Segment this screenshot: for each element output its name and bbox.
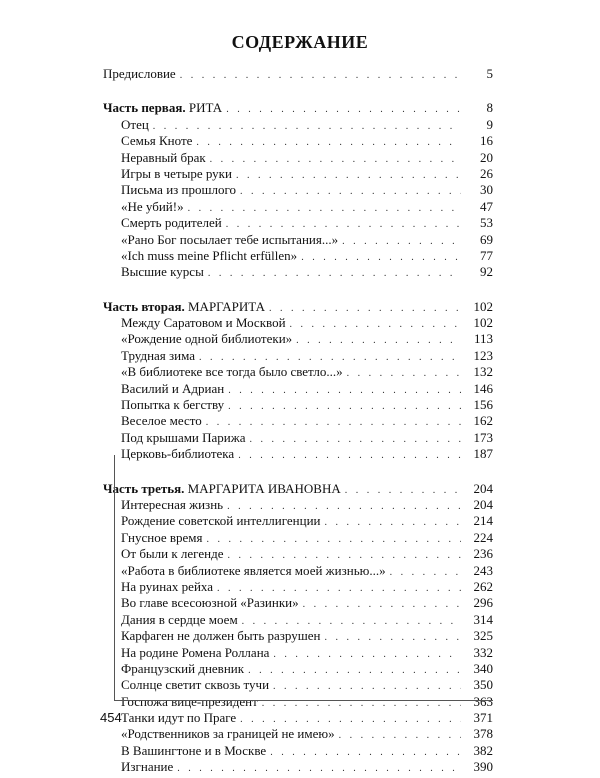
dot-leader [238,448,461,464]
toc-page-number: 340 [473,660,493,676]
toc-part-heading [103,481,493,497]
dot-leader [177,761,461,777]
toc-preface [103,66,493,82]
dot-leader [324,630,461,646]
toc-page-number: 262 [473,578,493,594]
toc-entry-label: Во главе всесоюзной «Разинки» [121,595,299,611]
dot-leader [188,201,461,217]
toc-page-number: 53 [480,215,493,231]
toc-entry-label: Неравный брак [121,149,206,165]
toc-page-number: 204 [473,480,493,496]
dot-leader [228,383,461,399]
toc-entry-label: Трудная зима [121,347,196,363]
toc-entry-label: Игры в четыре руки [121,165,232,181]
toc-page-number: 30 [480,182,493,198]
table-of-contents [103,66,493,776]
dot-leader [345,483,461,499]
toc-page-number: 382 [473,742,493,758]
dot-leader [240,184,461,200]
toc-page-number: 378 [473,726,493,742]
toc-entry-label: Церковь-библиотека [121,446,235,462]
toc-entry-label: Карфаген не должен быть разрушен [121,628,321,644]
toc-chapter [103,530,493,546]
section-gap [103,463,493,481]
toc-page-number: 325 [473,628,493,644]
toc-entry-label: «Ich muss meine Pflicht erfüllen» [121,247,298,263]
toc-chapter [103,612,493,628]
toc-page-number: 8 [486,100,493,116]
dot-leader [325,515,461,531]
dot-leader [250,432,461,448]
toc-chapter [103,726,493,742]
toc-entry-label: Французский дневник [121,660,245,676]
toc-chapter [103,694,493,710]
toc-chapter [103,150,493,166]
toc-part-number: Часть вторая. [103,298,185,314]
dot-leader [290,317,461,333]
toc-part-number: Часть третья. [103,480,185,496]
toc-entry-label: Между Саратовом и Москвой [121,315,286,331]
toc-chapter [103,166,493,182]
toc-page-number: 187 [473,446,493,462]
toc-page-number: 47 [480,198,493,214]
toc-entry-label: Отец [121,116,149,132]
toc-entry-label: «Работа в библиотеке является моей жизнью...» [121,562,386,578]
toc-entry-label: В Вашингтоне и в Москве [121,742,267,758]
toc-entry-label: На руинах рейха [121,578,213,594]
toc-entry-label: Танки идут по Праге [121,710,237,726]
dot-leader [262,696,461,712]
toc-part-label [103,100,222,116]
toc-page-number: 9 [486,116,493,132]
toc-entry-label: На родине Ромена Роллана [121,644,270,660]
toc-chapter [103,215,493,231]
toc-part-name: МАРГАРИТА ИВАНОВНА [187,480,341,496]
toc-chapter [103,248,493,264]
toc-chapter [103,497,493,513]
dot-leader [207,532,462,548]
toc-part-number: Часть первая. [103,100,186,116]
toc-page-number: 77 [480,247,493,263]
toc-page-number: 162 [473,413,493,429]
toc-entry-label: «В библиотеке все тогда было светло...» [121,364,343,380]
toc-entry-label: «Рождение одной библиотеки» [121,331,293,347]
toc-chapter [103,315,493,331]
dot-leader [390,565,461,581]
dot-leader [339,728,461,744]
toc-chapter [103,381,493,397]
toc-entry-label: Письма из прошлого [121,182,237,198]
toc-entry-label: Солнце светит сквозь тучи [121,677,270,693]
toc-parts [103,82,493,775]
dot-leader [342,234,461,250]
toc-page-number: 146 [473,380,493,396]
toc-page-number: 132 [473,364,493,380]
toc-page-number: 16 [480,133,493,149]
page-title: СОДЕРЖАНИЕ [231,32,369,52]
toc-chapter [103,264,493,280]
toc-chapter [103,397,493,413]
toc-page-number: 92 [480,264,493,280]
toc-chapter [103,513,493,529]
toc-page-number: 173 [473,429,493,445]
dot-leader [273,647,461,663]
toc-page-number: 371 [473,710,493,726]
dot-leader [269,301,461,317]
toc-chapter [103,182,493,198]
dot-leader [196,135,461,151]
toc-entry-label: «Родственников за границей не имею» [121,726,335,742]
toc-page-number: 204 [473,496,493,512]
horizontal-rule [114,700,493,701]
toc-part-label [103,481,341,497]
toc-chapter [103,430,493,446]
dot-leader [180,68,461,84]
toc-chapter [103,759,493,775]
toc-page-number: 224 [473,529,493,545]
toc-page-number: 102 [473,298,493,314]
section-gap [103,82,493,100]
toc-chapter [103,364,493,380]
toc-page-number: 296 [473,595,493,611]
toc-page-number: 123 [473,347,493,363]
toc-page-number: 102 [473,315,493,331]
toc-chapter [103,743,493,759]
toc-entry-label: Интересная жизнь [121,496,224,512]
toc-chapter [103,595,493,611]
dot-leader [153,119,461,135]
toc-entry-label: Госпожа вице-президент [121,693,258,709]
toc-chapter [103,232,493,248]
toc-part-heading [103,100,493,116]
toc-page-number: 214 [473,513,493,529]
dot-leader [270,745,461,761]
toc-page-number: 390 [473,759,493,775]
toc-entry-label: Василий и Адриан [121,380,225,396]
toc-page-number: 236 [473,546,493,562]
toc-chapter [103,117,493,133]
toc-page-number: 332 [473,644,493,660]
toc-page-number: 350 [473,677,493,693]
dot-leader [296,333,461,349]
dot-leader [236,168,461,184]
toc-page-number: 363 [473,693,493,709]
toc-entry-label: Рождение советской интеллигенции [121,513,321,529]
toc-part-label [103,299,265,315]
toc-chapter [103,710,493,726]
dot-leader [226,102,461,118]
toc-chapter [103,413,493,429]
toc-chapter [103,348,493,364]
toc-entry-label: От были к легенде [121,546,224,562]
toc-entry-label: Предисловие [103,66,176,81]
toc-chapter [103,563,493,579]
toc-chapter [103,628,493,644]
toc-page-number: 5 [486,66,493,81]
toc-chapter [103,677,493,693]
toc-page-number: 156 [473,397,493,413]
dot-leader [228,399,461,415]
toc-chapter [103,546,493,562]
dot-leader [248,663,461,679]
dot-leader [301,250,461,266]
dot-leader [273,679,461,695]
toc-chapter [103,331,493,347]
toc-page-number: 69 [480,231,493,247]
toc-page-number: 26 [480,165,493,181]
toc-chapter [103,645,493,661]
vertical-rule [114,455,115,700]
toc-entry-label: Смерть родителей [121,215,222,231]
toc-part-name: РИТА [188,100,223,116]
page-number: 454 [100,710,122,725]
toc-entry-label: Под крышами Парижа [121,429,246,445]
toc-chapter [103,199,493,215]
dot-leader [208,266,461,282]
toc-chapter [103,661,493,677]
toc-entry-label: Гнусное время [121,529,203,545]
toc-entry-label: Веселое место [121,413,202,429]
toc-entry-label: «Рано Бог посылает тебе испытания...» [121,231,339,247]
toc-entry-label: Высшие курсы [121,264,204,280]
toc-page-number: 243 [473,562,493,578]
toc-part-heading [103,299,493,315]
toc-page-number: 314 [473,611,493,627]
toc-page-number: 20 [480,149,493,165]
toc-entry-label: Попытка к бегству [121,397,225,413]
toc-entry-label: Изгнание [121,759,174,775]
section-gap [103,281,493,299]
dot-leader [210,152,461,168]
dot-leader [303,597,461,613]
toc-chapter [103,579,493,595]
toc-entry-label: Дания в сердце моем [121,611,238,627]
toc-chapter [103,133,493,149]
toc-page-number: 113 [473,331,493,347]
toc-part-name: МАРГАРИТА [188,298,265,314]
toc-chapter [103,446,493,462]
toc-entry-label: Семья Кноте [121,133,193,149]
toc-entry-label: «Не убий!» [121,198,184,214]
dot-leader [347,366,461,382]
